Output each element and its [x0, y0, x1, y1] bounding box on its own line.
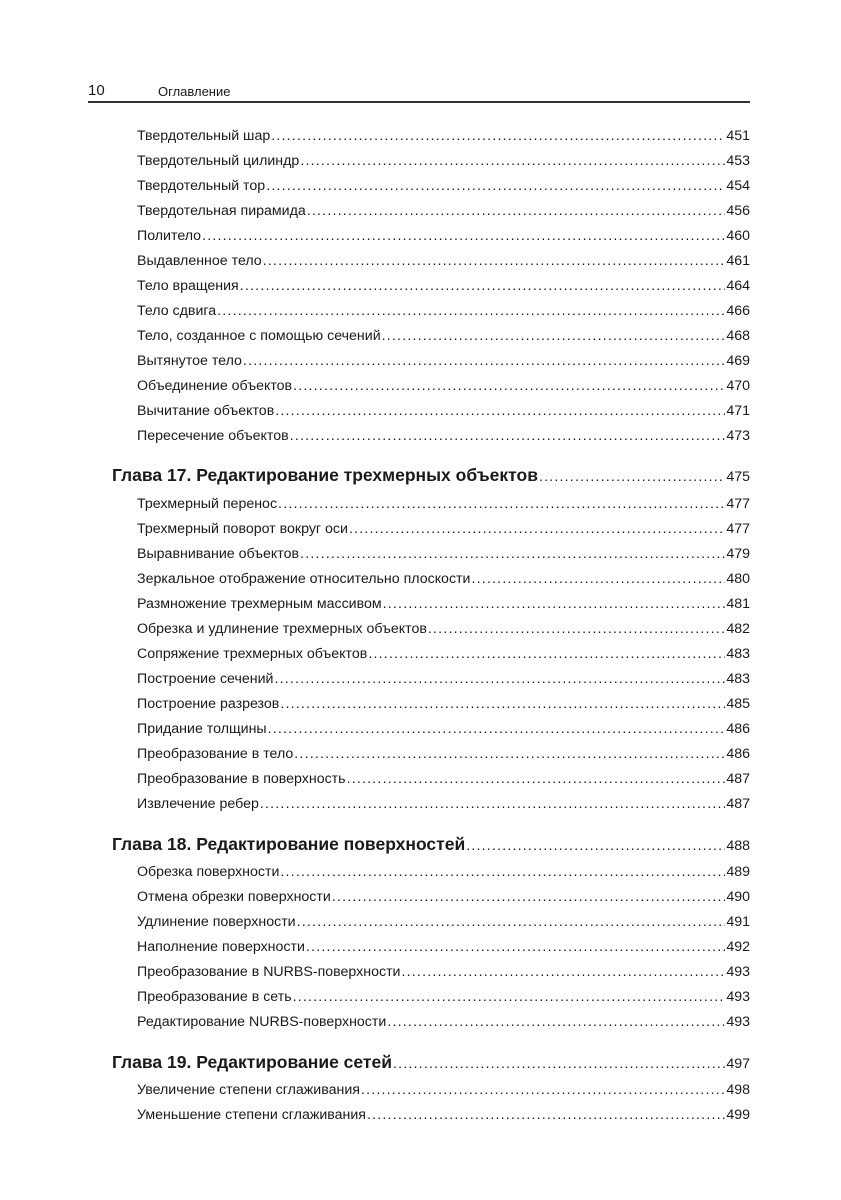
toc-entry-label: Твердотельная пирамида: [137, 203, 306, 219]
dot-leader: [471, 571, 725, 587]
dot-leader: [280, 864, 725, 880]
dot-leader: [268, 721, 726, 737]
toc-entry[interactable]: [137, 228, 750, 248]
toc-entry-label: Увеличение степени сглаживания: [137, 1082, 360, 1098]
toc-entry[interactable]: [137, 496, 750, 516]
dot-leader: [275, 403, 725, 419]
dot-leader: [349, 521, 725, 537]
toc-entry-page: 477: [726, 496, 750, 512]
dot-leader: [383, 596, 726, 612]
toc-entry[interactable]: [137, 353, 750, 373]
toc-entry-page: 487: [726, 796, 750, 812]
toc-entry-label: Тело вращения: [137, 278, 239, 294]
toc-entry-page: 482: [726, 621, 750, 637]
toc-entry-label: Извлечение ребер: [137, 796, 259, 812]
toc-entry-page: 464: [726, 278, 750, 294]
toc-entry[interactable]: [137, 864, 750, 884]
toc-entry-page: 461: [726, 253, 750, 269]
dot-leader: [280, 696, 725, 712]
dot-leader: [387, 1014, 725, 1030]
toc-entry-label: Отмена обрезки поверхности: [137, 889, 331, 905]
toc-entry-label: Твердотельный тор: [137, 178, 266, 194]
dot-leader: [307, 203, 726, 219]
toc-entry-label: Наполнение поверхности: [137, 939, 305, 955]
toc-entry-label: Пересечение объектов: [137, 428, 289, 444]
toc-entry-page: 456: [726, 203, 750, 219]
toc-entry-label: Зеркальное отображение относительно плоскости: [137, 571, 471, 587]
toc-entry-label: Тело сдвига: [137, 303, 217, 319]
toc-entry-page: 486: [726, 746, 750, 762]
toc-entry-page: 483: [726, 671, 750, 687]
toc-chapter-page: 488: [726, 838, 750, 854]
toc-entry-label: Сопряжение трехмерных объектов: [137, 646, 368, 662]
dot-leader: [300, 153, 725, 169]
toc-entry[interactable]: [137, 771, 750, 791]
toc-entry[interactable]: [137, 889, 750, 909]
page-number: 10: [88, 82, 105, 99]
toc-entry-label: Вытянутое тело: [137, 353, 242, 369]
toc-entry[interactable]: [137, 989, 750, 1009]
dot-leader: [240, 278, 726, 294]
toc-entry[interactable]: [137, 521, 750, 541]
toc-entry-label: Уменьшение степени сглаживания: [137, 1107, 366, 1123]
toc-entry-page: 490: [726, 889, 750, 905]
dot-leader: [293, 378, 725, 394]
toc-entry-page: 493: [726, 989, 750, 1005]
toc-entry-page: 481: [726, 596, 750, 612]
toc-entry-label: Вычитание объектов: [137, 403, 275, 419]
toc-entry-label: Удлинение поверхности: [137, 914, 296, 930]
toc-entry-page: 483: [726, 646, 750, 662]
toc-entry-page: 471: [726, 403, 750, 419]
toc-entry[interactable]: [137, 153, 750, 173]
toc-chapter-label: Глава 18. Редактирование поверхностей: [112, 834, 466, 854]
toc-entry-label: Редактирование NURBS-поверхности: [137, 1014, 387, 1030]
running-title: Оглавление: [158, 84, 231, 99]
toc-entry-label: Придание толщины: [137, 721, 267, 737]
dot-leader: [274, 671, 725, 687]
dot-leader: [271, 128, 725, 144]
toc-entry-page: 499: [726, 1107, 750, 1123]
dot-leader: [382, 328, 726, 344]
header-rule: [88, 101, 750, 103]
toc-entry-page: 491: [726, 914, 750, 930]
dot-leader: [300, 546, 725, 562]
toc-entry-page: 460: [726, 228, 750, 244]
toc-entry-label: Размножение трехмерным массивом: [137, 596, 382, 612]
toc-entry[interactable]: [137, 253, 750, 273]
dot-leader: [539, 469, 725, 485]
dot-leader: [243, 353, 725, 369]
toc-entry[interactable]: [137, 914, 750, 934]
toc-entry-page: 493: [726, 1014, 750, 1030]
toc-entry[interactable]: [137, 621, 750, 641]
running-header: [88, 82, 750, 102]
toc-entry-label: Трехмерный перенос: [137, 496, 278, 512]
toc-entry[interactable]: [137, 203, 750, 223]
toc-entry-page: 451: [726, 128, 750, 144]
toc-entry-label: Обрезка поверхности: [137, 864, 280, 880]
toc-entry[interactable]: [137, 1082, 750, 1102]
dot-leader: [293, 989, 726, 1005]
toc-entry-label: Политело: [137, 228, 202, 244]
toc-entry-label: Преобразование в поверхность: [137, 771, 346, 787]
dot-leader: [202, 228, 725, 244]
dot-leader: [466, 838, 725, 854]
toc-entry-page: 480: [726, 571, 750, 587]
toc-entry-label: Построение сечений: [137, 671, 274, 687]
toc-chapter[interactable]: [112, 465, 750, 489]
toc-chapter-page: 497: [726, 1056, 750, 1072]
toc-entry[interactable]: [137, 796, 750, 816]
toc-chapter-page: 475: [726, 469, 750, 485]
dot-leader: [393, 1056, 725, 1072]
toc-entry[interactable]: [137, 328, 750, 348]
toc-entry-page: 486: [726, 721, 750, 737]
toc-chapter-label: Глава 19. Редактирование сетей: [112, 1052, 392, 1072]
toc-entry[interactable]: [137, 671, 750, 691]
toc-entry[interactable]: [137, 939, 750, 959]
toc-entry-label: Преобразование в сеть: [137, 989, 292, 1005]
toc-entry-page: 489: [726, 864, 750, 880]
toc-entry-page: 487: [726, 771, 750, 787]
toc-entry[interactable]: [137, 278, 750, 298]
toc-entry[interactable]: [137, 378, 750, 398]
toc-entry[interactable]: [137, 546, 750, 566]
toc-chapter[interactable]: [112, 834, 750, 858]
dot-leader: [347, 771, 726, 787]
dot-leader: [306, 939, 725, 955]
dot-leader: [266, 178, 725, 194]
toc-entry-label: Построение разрезов: [137, 696, 280, 712]
toc-entry[interactable]: [137, 128, 750, 148]
dot-leader: [402, 964, 726, 980]
toc-entry[interactable]: [137, 403, 750, 423]
toc-chapter[interactable]: [112, 1052, 750, 1076]
toc-entry[interactable]: [137, 721, 750, 741]
dot-leader: [297, 914, 726, 930]
toc-entry-page: 470: [726, 378, 750, 394]
toc-entry[interactable]: [137, 746, 750, 766]
toc-entry-page: 454: [726, 178, 750, 194]
toc-entry[interactable]: [137, 303, 750, 323]
toc-entry-label: Трехмерный поворот вокруг оси: [137, 521, 348, 537]
toc-entry-page: 493: [726, 964, 750, 980]
toc-entry-label: Твердотельный цилиндр: [137, 153, 300, 169]
toc-entry[interactable]: [137, 428, 750, 448]
dot-leader: [332, 889, 726, 905]
toc-entry[interactable]: [137, 696, 750, 716]
dot-leader: [260, 796, 725, 812]
toc-entry-label: Выравнивание объектов: [137, 546, 300, 562]
toc-entry[interactable]: [137, 596, 750, 616]
toc-entry[interactable]: [137, 178, 750, 198]
toc-entry-page: 479: [726, 546, 750, 562]
toc-entry[interactable]: [137, 571, 750, 591]
toc-entry-label: Объединение объектов: [137, 378, 293, 394]
toc-entry-page: 492: [726, 939, 750, 955]
toc-entry-label: Твердотельный шар: [137, 128, 271, 144]
toc-entry-page: 453: [726, 153, 750, 169]
toc-entry[interactable]: [137, 1107, 750, 1127]
toc-entry-label: Преобразование в тело: [137, 746, 294, 762]
dot-leader: [278, 496, 725, 512]
toc-entry-label: Тело, созданное с помощью сечений: [137, 328, 381, 344]
toc-entry-page: 485: [726, 696, 750, 712]
toc-entry[interactable]: [137, 1014, 750, 1034]
dot-leader: [428, 621, 725, 637]
toc-entry-page: 469: [726, 353, 750, 369]
toc-entry-page: 468: [726, 328, 750, 344]
toc-entry-page: 473: [726, 428, 750, 444]
dot-leader: [367, 1107, 725, 1123]
dot-leader: [263, 253, 726, 269]
toc-entry-page: 498: [726, 1082, 750, 1098]
dot-leader: [290, 428, 726, 444]
toc-entry-page: 477: [726, 521, 750, 537]
dot-leader: [368, 646, 725, 662]
toc-entry[interactable]: [137, 646, 750, 666]
toc-entry-label: Преобразование в NURBS-поверхности: [137, 964, 401, 980]
dot-leader: [361, 1082, 725, 1098]
toc-entry-label: Обрезка и удлинение трехмерных объектов: [137, 621, 427, 637]
dot-leader: [217, 303, 725, 319]
dot-leader: [294, 746, 725, 762]
toc-chapter-label: Глава 17. Редактирование трехмерных объектов: [112, 465, 538, 485]
toc-entry-page: 466: [726, 303, 750, 319]
toc-entry-label: Выдавленное тело: [137, 253, 262, 269]
toc-entry[interactable]: [137, 964, 750, 984]
